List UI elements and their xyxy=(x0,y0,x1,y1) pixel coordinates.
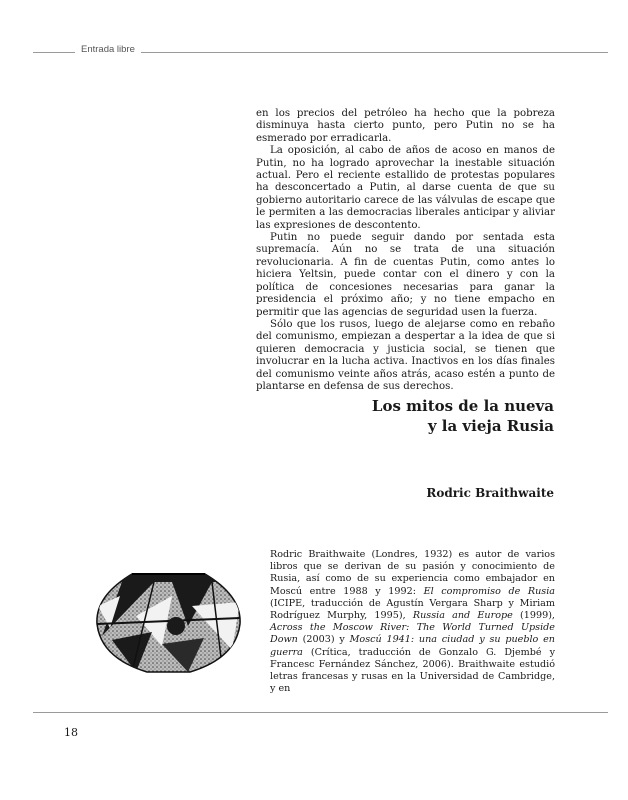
bio-text: Rodric Braithwaite (Londres, 1932) es autor de varios libros que se derivan de su pasión y conocimiento de Rusia, así como de su experiencia como embajador en Moscú entre 1988 y 1992: xyxy=(270,549,555,597)
bio-text: (2003) y xyxy=(297,634,350,646)
body-paragraph: en los precios del petróleo ha hecho que la pobreza disminuya hasta cierto punto, pero Putin no se ha esmerado por erradicarla. xyxy=(256,108,555,144)
bio-text: (ICIPE, traducción de Agustín Vergara Sharp y Miriam Rodríguez Murphy, 1995), xyxy=(270,597,555,622)
article-title-line: Los mitos de la nueva xyxy=(371,397,554,415)
article-title-line: y la vieja Rusia xyxy=(427,417,554,435)
bio-text: (1999), xyxy=(512,610,555,622)
bio-book-title: Russia and Europe xyxy=(412,610,513,622)
body-paragraph: Putin no puede seguir dando por sentada esta supremacía. Aún no se trata de una situación revolucionaria. A fin de cuentas Putin, como antes lo hiciera Yeltsin, puede contar con el dinero y con la política de concesiones necesarias para ganar la presidencia el próximo año; y no tiene empacho en permitir que las agencias de seguridad usen la fuerza. xyxy=(256,232,555,318)
author-name: Rodric Braithwaite xyxy=(426,486,554,500)
body-paragraph: La oposición, al cabo de años de acoso en manos de Putin, no ha logrado aprovechar la inestable situación actual. Pero el reciente estallido de protestas populares ha desconcertado a Putin, al darse cuenta de que su gobierno autoritario carece de las válvulas de escape que le permiten a las democracias liberales anticipar y aliviar las expresiones de descontento. xyxy=(256,145,555,231)
author-bio xyxy=(270,549,555,695)
footer-rule xyxy=(33,712,608,713)
bio-book-title: El compromiso de Rusia xyxy=(423,585,555,597)
article-body-continued xyxy=(256,108,555,393)
section-label: Entrada libre xyxy=(81,44,135,55)
running-header xyxy=(33,44,608,60)
article-title xyxy=(254,396,554,436)
bio-book-title: Across the Moscow River: The World Turned Upside Down xyxy=(270,622,555,646)
page-number: 18 xyxy=(64,726,78,739)
bio-book-title: Moscú 1941: una ciudad y su pueblo en guerra xyxy=(270,634,555,658)
header-rule-left xyxy=(33,52,75,53)
header-rule-right xyxy=(141,52,608,53)
body-paragraph: Sólo que los rusos, luego de alejarse como en rebaño del comunismo, empiezan a despertar a la idea de que si quieren democracia y justicia social, se tienen que involucrar en la lucha activa. Inactivos en los días finales del comunismo veinte años atrás, acaso estén a punto de plantarse en defensa de sus derechos. xyxy=(256,318,555,392)
pottery-illustration xyxy=(92,566,245,676)
bio-text: (Crítica, traducción de Gonzalo G. Djembé y Francesc Fernández Sánchez, 2006). Braithwaite estudió letras francesas y rusas en la Universidad de Cambridge, y en xyxy=(270,646,555,695)
